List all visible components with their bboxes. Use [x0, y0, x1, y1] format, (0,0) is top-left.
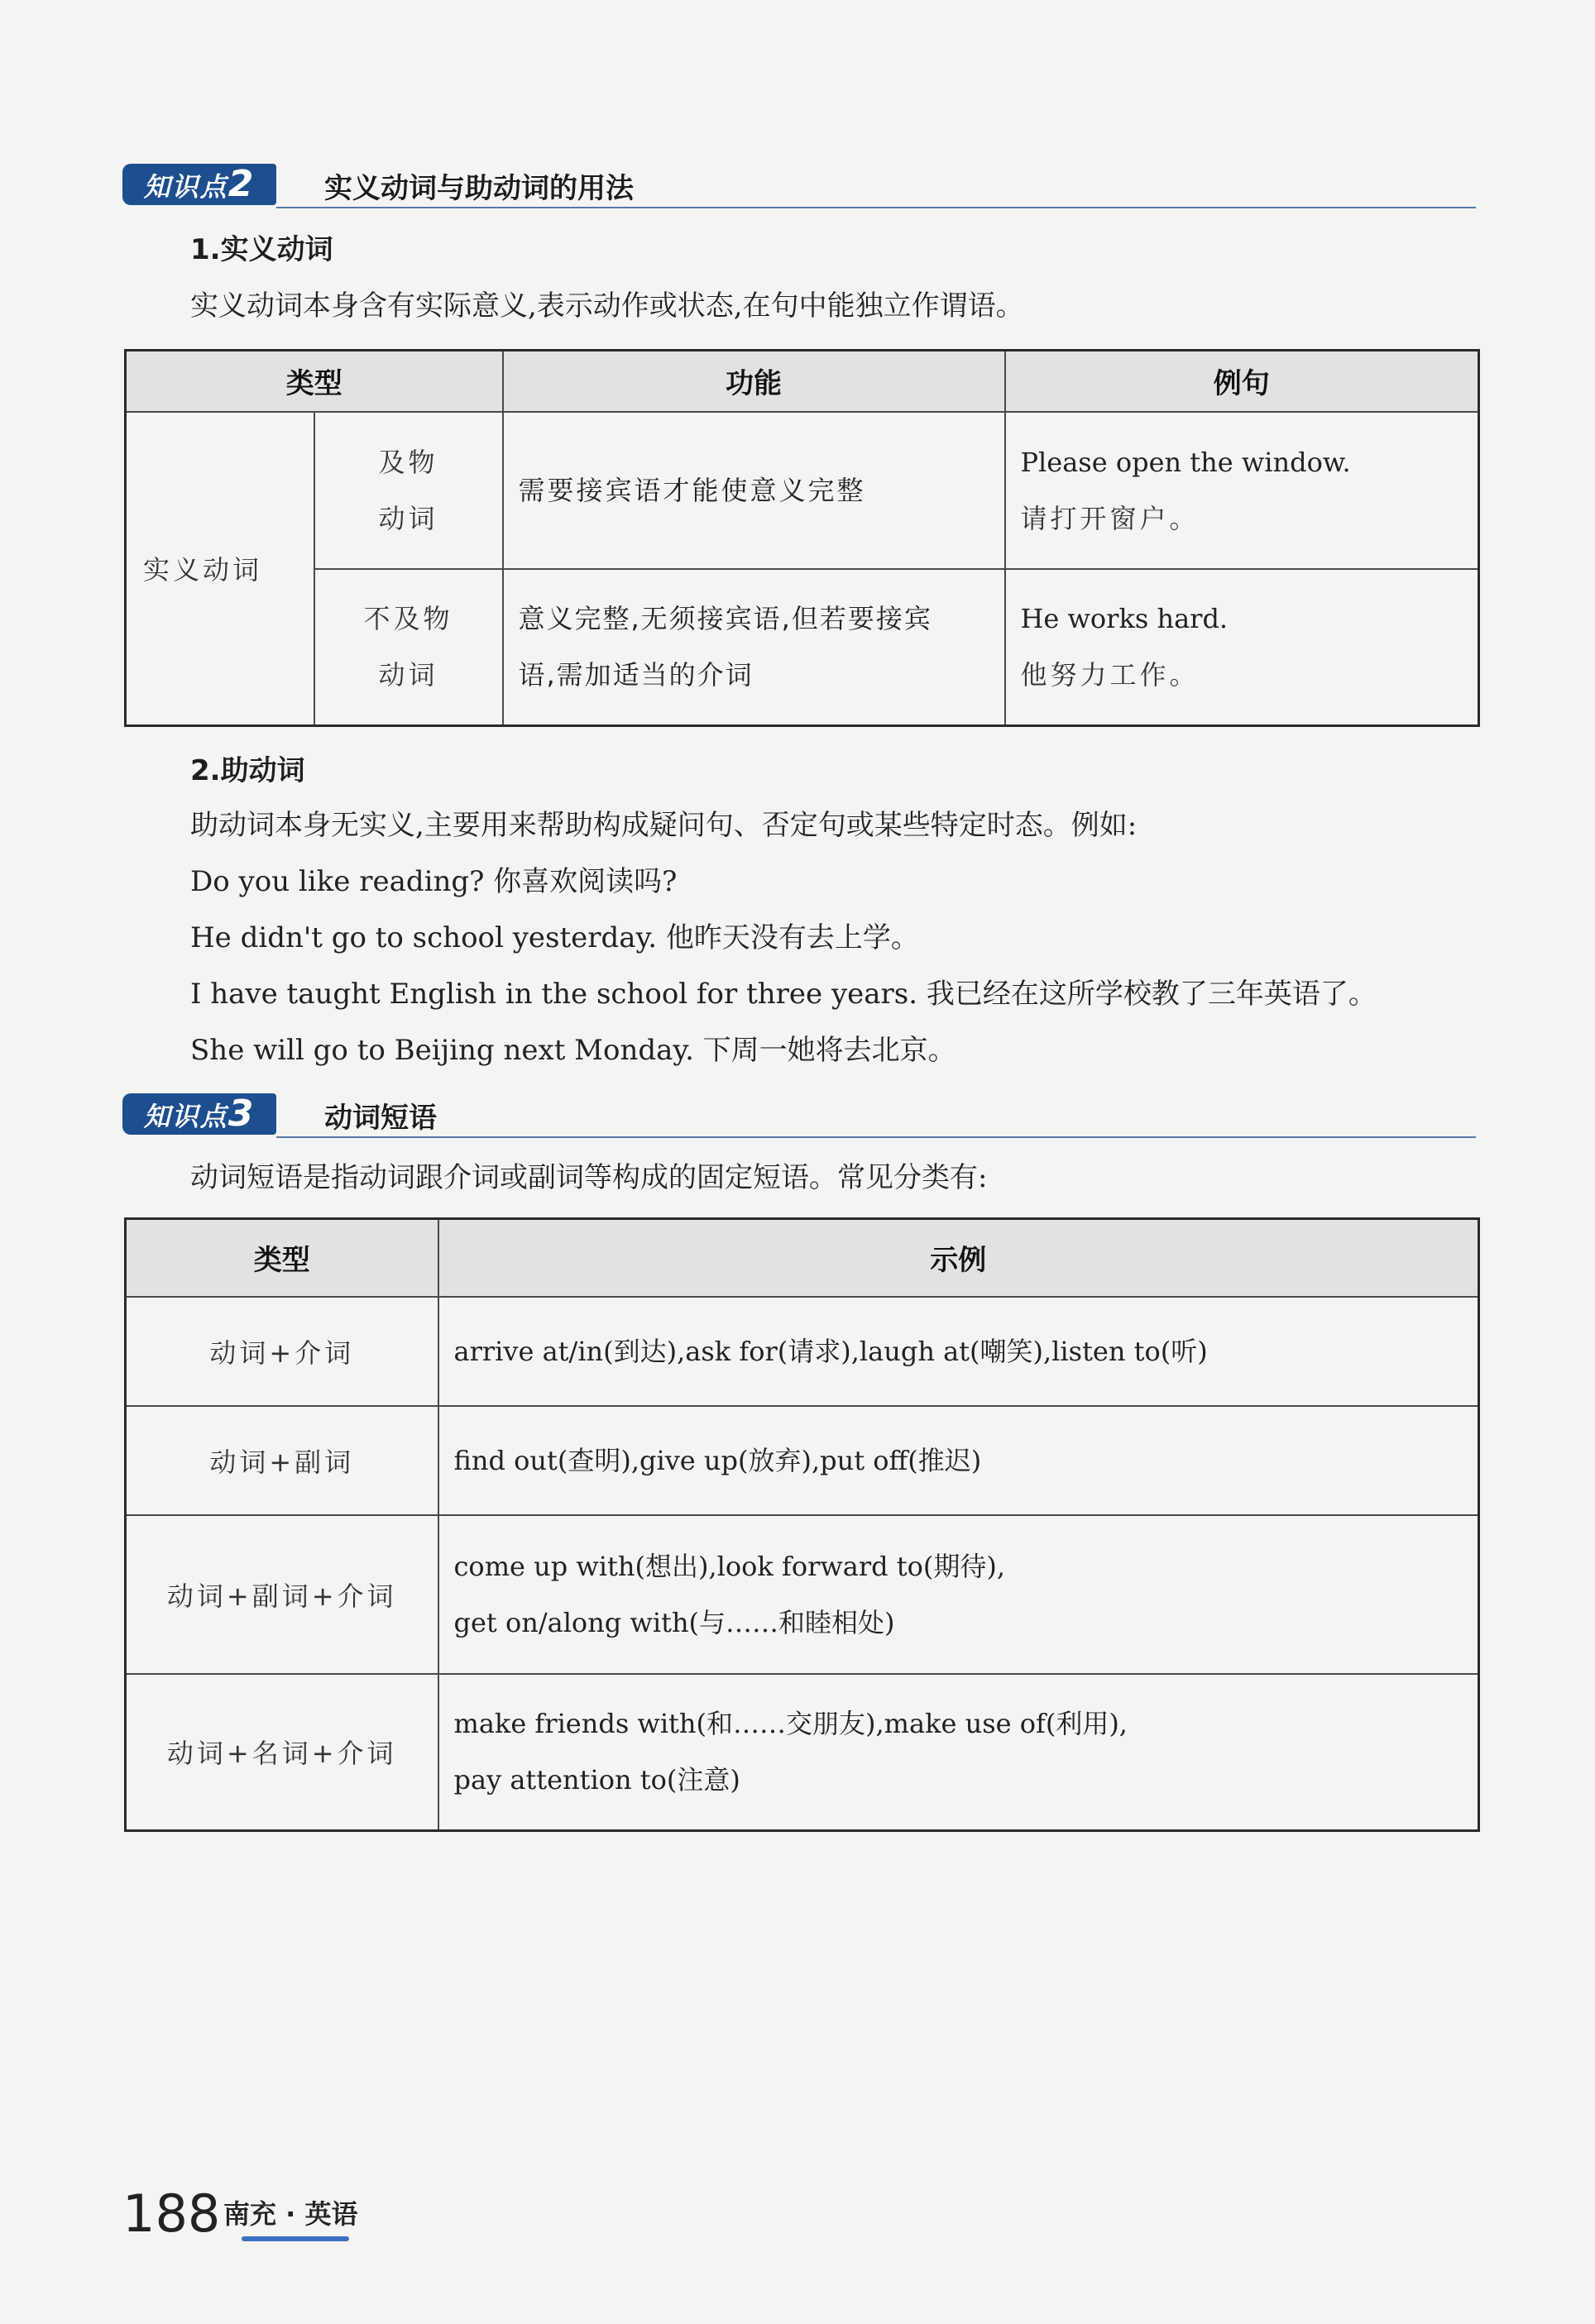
table-row [126, 1515, 1479, 1674]
phrase-type: 动词+介词 [126, 1297, 438, 1406]
section-3-header [122, 1092, 1476, 1138]
example-intransitive [1005, 569, 1479, 726]
table2-header-type: 类型 [126, 1219, 438, 1297]
type-transitive [314, 412, 503, 569]
table1-header-function: 功能 [503, 351, 1005, 412]
type-line: 动词 [378, 502, 438, 534]
group-label: 实义动词 [126, 412, 314, 726]
section-2-header [122, 162, 1476, 208]
page-number: 188 [122, 2183, 221, 2244]
table1-header-type: 类型 [126, 351, 503, 412]
example-english: Please open the window. [1020, 446, 1351, 478]
badge-number: 3 [228, 1093, 256, 1135]
verb-phrase-table [124, 1217, 1480, 1832]
phrase-line: arrive at/in(到达),ask for(请求),laugh at(嘲笑),listen to(听) [453, 1335, 1208, 1367]
example-transitive [1005, 412, 1479, 569]
example-sentence: Do you like reading? 你喜欢阅读吗? [190, 865, 678, 898]
notional-verb-table [124, 349, 1480, 727]
footer-accent-bar [242, 2236, 349, 2241]
badge-number: 2 [228, 163, 256, 205]
phrase-line: pay attention to(注意) [453, 1764, 740, 1796]
type-line: 动词 [378, 659, 438, 691]
auxiliary-verbs-description: 助动词本身无实义,主要用来帮助构成疑问句、否定句或某些特定时态。例如: [190, 809, 1138, 842]
subheading-notional-verbs: 1.实义动词 [190, 233, 333, 266]
notional-verbs-description: 实义动词本身含有实际意义,表示动作或状态,在句中能独立作谓语。 [190, 289, 1024, 323]
example-chinese: 他努力工作。 [1020, 659, 1200, 691]
phrase-examples [438, 1674, 1479, 1831]
phrase-line: get on/along with(与……和睦相处) [453, 1606, 895, 1638]
verb-phrases-description: 动词短语是指动词跟介词或副词等构成的固定短语。常见分类有: [190, 1161, 988, 1194]
example-sentence: She will go to Beijing next Monday. 下周一她将去北京。 [190, 1034, 956, 1067]
function-intransitive [503, 569, 1005, 726]
section-3-badge [122, 1093, 276, 1135]
phrase-line: find out(查明),give up(放弃),put off(推迟) [453, 1444, 982, 1476]
table-row [126, 1406, 1479, 1515]
table-row [126, 1674, 1479, 1831]
table1-header-example: 例句 [1005, 351, 1479, 412]
section-3-rule [276, 1136, 1476, 1138]
section-2-badge [122, 164, 276, 205]
table-row [126, 412, 1479, 569]
phrase-line: come up with(想出),look forward to(期待), [453, 1550, 1006, 1582]
phrase-examples [438, 1406, 1479, 1515]
phrase-type: 动词+副词 [126, 1406, 438, 1515]
phrase-examples [438, 1515, 1479, 1674]
section-2-title: 实义动词与助动词的用法 [324, 172, 634, 205]
example-sentence: He didn't go to school yesterday. 他昨天没有去上学。 [190, 921, 919, 954]
section-3-title: 动词短语 [324, 1102, 437, 1135]
badge-text: 知识点 [143, 1101, 228, 1132]
type-line: 及物 [378, 446, 438, 478]
phrase-type: 动词+副词+介词 [126, 1515, 438, 1674]
phrase-type: 动词+名词+介词 [126, 1674, 438, 1831]
phrase-examples [438, 1297, 1479, 1406]
example-english: He works hard. [1020, 603, 1229, 635]
table2-header-examples: 示例 [438, 1219, 1479, 1297]
type-intransitive [314, 569, 503, 726]
example-sentence: I have taught English in the school for three years. 我已经在这所学校教了三年英语了。 [190, 978, 1377, 1011]
subheading-auxiliary-verbs: 2.助动词 [190, 754, 305, 787]
type-line: 不及物 [363, 603, 453, 635]
function-transitive: 需要接宾语才能使意义完整 [503, 412, 1005, 569]
function-line: 语,需加适当的介词 [518, 659, 754, 691]
table-row [126, 1297, 1479, 1406]
function-line: 意义完整,无须接宾语,但若要接宾 [518, 603, 932, 635]
phrase-line: make friends with(和……交朋友),make use of(利用), [453, 1708, 1128, 1740]
table-row [126, 569, 1479, 726]
example-chinese: 请打开窗户。 [1020, 502, 1200, 534]
book-label: 南充 · 英语 [223, 2198, 358, 2230]
badge-text: 知识点 [143, 171, 228, 203]
section-2-rule [276, 207, 1476, 208]
